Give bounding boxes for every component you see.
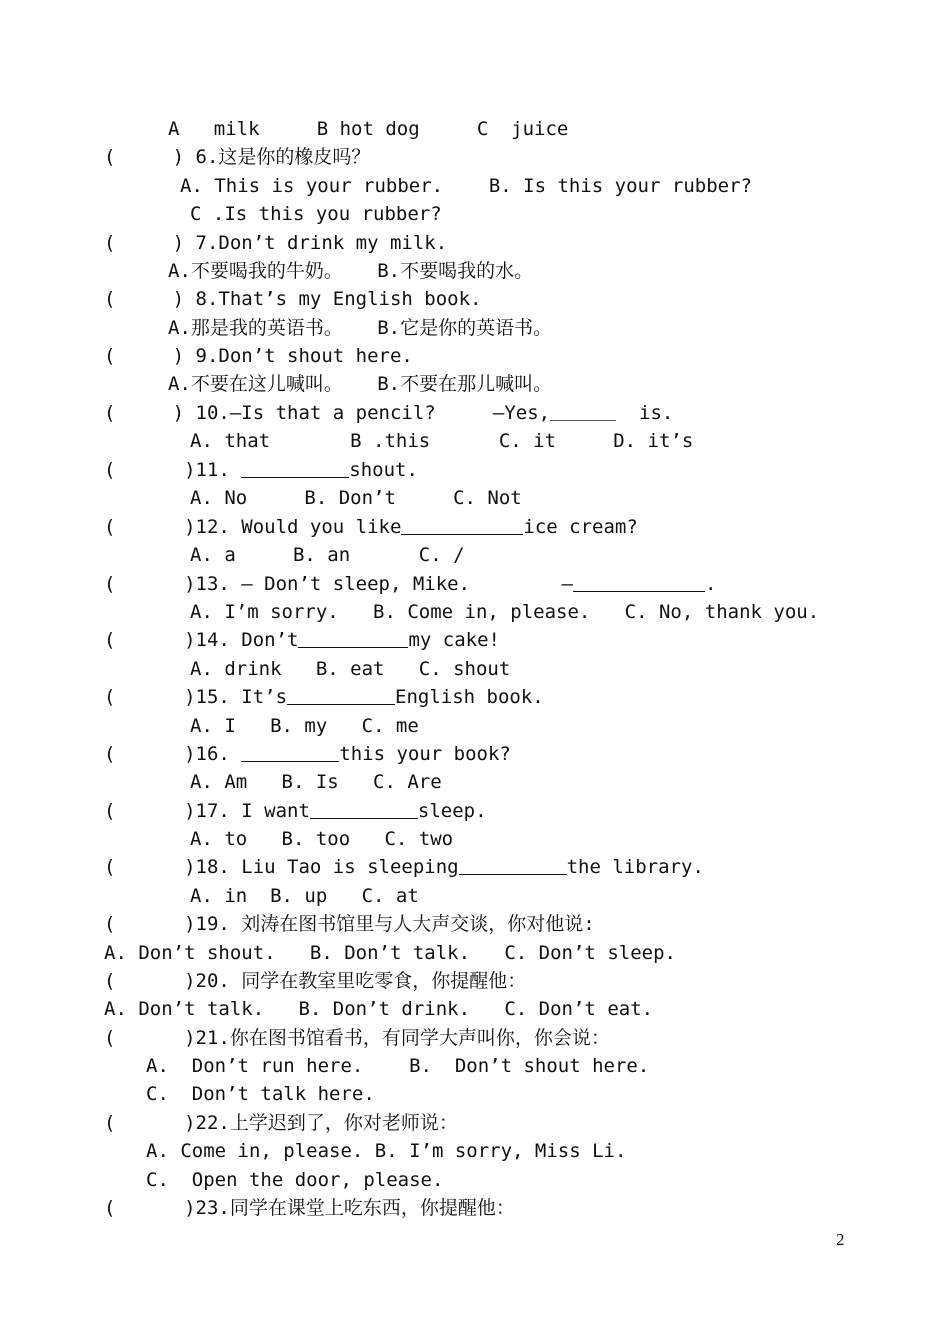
q18-text-before: ( )18. Liu Tao is sleeping (104, 856, 459, 878)
q8-options: A.那是我的英语书。 B.它是你的英语书。 (168, 317, 553, 339)
q12-question (104, 513, 638, 541)
q19-options: A. Don’t shout. B. Don’t talk. C. Don’t sleep. (104, 942, 676, 964)
q16-question (104, 740, 511, 768)
q18-text-after: the library. (566, 856, 704, 878)
q17-text-after: sleep. (417, 800, 487, 822)
q13-options: A. I’m sorry. B. Come in, please. C. No, thank you. (190, 601, 820, 623)
q10-text-after: is. (616, 402, 674, 424)
q13-text-after: . (705, 573, 717, 595)
q18-question (104, 853, 704, 881)
q11-text-before: ( )11. (104, 459, 242, 481)
q17-text-before: ( )17. I want (104, 800, 310, 822)
q16-answer-blank[interactable] (241, 741, 339, 762)
q22-option-c: C. Open the door, please. (146, 1169, 444, 1191)
q15-text-after: English book. (395, 686, 544, 708)
q11-answer-blank[interactable] (241, 457, 349, 478)
q13-answer-blank[interactable] (573, 571, 705, 592)
q20-options: A. Don’t talk. B. Don’t drink. C. Don’t eat. (104, 998, 654, 1020)
q5-options: A milk B hot dog C juice (168, 118, 569, 140)
q13-text-before: ( )13. — Don’t sleep, Mike. — (104, 573, 573, 595)
q12-options: A. a B. an C. / (190, 544, 465, 566)
q7-options: A.不要喝我的牛奶。 B.不要喝我的水。 (168, 260, 534, 282)
q11-text-after: shout. (349, 459, 418, 481)
q12-text-after: ice cream? (523, 516, 638, 538)
q6-options-ab: A. This is your rubber. B. Is this your rubber? (180, 175, 752, 197)
q21-question: ( )21.你在图书馆看书，有同学大声叫你，你会说： (104, 1027, 610, 1049)
q14-answer-blank[interactable] (298, 627, 408, 648)
q10-answer-blank[interactable] (550, 400, 616, 421)
q11-question (104, 456, 418, 484)
q14-text-after: my cake! (408, 629, 500, 651)
q6-question: ( ) 6.这是你的橡皮吗？ (104, 146, 371, 168)
q9-question: ( ) 9.Don’t shout here. (104, 345, 413, 367)
q11-options: A. No B. Don’t C. Not (190, 487, 522, 509)
q10-text-before: ( ) 10.—Is that a pencil? —Yes, (104, 402, 551, 424)
q15-answer-blank[interactable] (287, 684, 395, 705)
q20-question: ( )20. 同学在教室里吃零食，你提醒他： (104, 970, 527, 992)
q21-option-c: C. Don’t talk here. (146, 1083, 375, 1105)
q22-options-ab: A. Come in, please. B. I’m sorry, Miss Li. (146, 1140, 627, 1162)
q22-question: ( )22.上学迟到了，你对老师说： (104, 1112, 458, 1134)
q7-question: ( ) 7.Don’t drink my milk. (104, 232, 448, 254)
q19-question: ( )19. 刘涛在图书馆里与人大声交谈，你对他说: (104, 913, 595, 935)
q16-text-before: ( )16. (104, 743, 242, 765)
q17-question (104, 797, 487, 825)
q8-question: ( ) 8.That’s my English book. (104, 288, 482, 310)
q18-options: A. in B. up C. at (190, 885, 419, 907)
q14-question (104, 626, 500, 654)
q23-question: ( )23.同学在课堂上吃东西，你提醒他： (104, 1197, 515, 1219)
q15-question (104, 683, 544, 711)
q10-options: A. that B .this C. it D. it’s (190, 430, 694, 452)
q16-text-after: this your book? (339, 743, 511, 765)
q12-answer-blank[interactable] (401, 514, 523, 535)
q17-options: A. to B. too C. two (190, 828, 454, 850)
q16-options: A. Am B. Is C. Are (190, 771, 442, 793)
q6-option-c: C .Is this you rubber? (190, 203, 442, 225)
q14-text-before: ( )14. Don’t (104, 629, 299, 651)
q15-options: A. I B. my C. me (190, 715, 419, 737)
q15-text-before: ( )15. It’s (104, 686, 288, 708)
q14-options: A. drink B. eat C. shout (190, 658, 511, 680)
q17-answer-blank[interactable] (310, 798, 418, 819)
q13-question (104, 570, 716, 598)
q12-text-before: ( )12. Would you like (104, 516, 402, 538)
q10-question (104, 399, 673, 427)
q18-answer-blank[interactable] (459, 854, 567, 875)
page-number: 2 (836, 1230, 845, 1249)
q9-options: A.不要在这儿喊叫。 B.不要在那儿喊叫。 (168, 373, 553, 395)
q21-options-ab: A. Don’t run here. B. Don’t shout here. (146, 1055, 650, 1077)
